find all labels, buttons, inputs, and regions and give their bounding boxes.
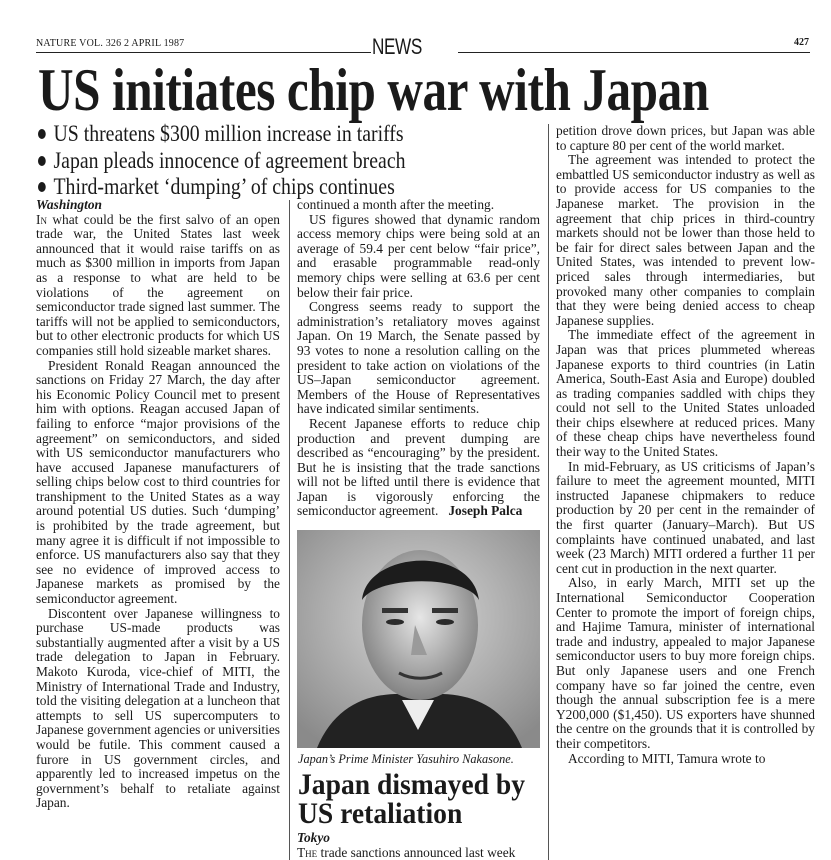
column-2 [297, 198, 540, 519]
bullet-item: Japan pleads innocence of agreement breach [38, 148, 406, 175]
paragraph: Congress seems ready to support the administration’s retaliatory moves against Japan. On 19 March, the Senate passed by 93 votes to none a resolution calling on the president to take action on violations of the US–Japan semiconductor agreement. Members of the House of Representatives have indicated similar sentiments. [297, 299, 540, 417]
header-rule-left [36, 52, 371, 53]
paragraph: President Ronald Reagan announced the sanctions on Friday 27 March, the day after his Economic Policy Council met to present him with options. Reagan accused Japan of failing to enforce “major provisions of the agreement” on semiconductors, and sided with US semiconductor manufacturers who have accused Japanese manufacturers of selling chips below cost to third countries for transhipment to the United States as a way around potential US duties. Such ‘dumping’ is prohibited by the trade agreement, but many agree it is difficult if not impossible to enforce. US manufacturers also say that they see no evidence of improved access to Japanese markets as promised by the semiconductor agreement. [36, 357, 280, 607]
paragraph: Also, in early March, MITI set up the International Semiconductor Cooperation Center to promote the import of foreign chips, and Hajime Tamura, minister of international trade and industry, appealed to major Japanese semiconductor users to buy more foreign chips. But only Japanese users and one French company have so far joined the centre, even though the annual subscription fee is a mere Y200,000 ($1,450). US exporters have shunned the centre on the grounds that it is controlled by their competitors. [556, 575, 815, 751]
dateline: Washington [36, 197, 102, 212]
summary-bullets [38, 121, 465, 201]
paragraph: In mid-February, as US criticisms of Japan’s failure to meet the agreement mounted, MITI instructed Japanese chipmakers to reduce production by 20 per cent in the remainder of the first quarter (January–March). But US complaints have continued unabated, and last week (23 March) MITI ordered a further 11 per cent cut in production in the next quarter. [556, 458, 815, 576]
paragraph: In what could be the first salvo of an open trade war, the United States last week announced that it would raise tariffs on as much as $300 million in imports from Japan as a response to what are held to be violations of the agreement on semiconductor trade signed last summer. The tariffs will not be applied to semiconductors, but to other electronic products for which US companies still hold sizeable market shares. [36, 211, 280, 358]
running-head: NATURE VOL. 326 2 APRIL 1987 [36, 38, 185, 49]
second-headline: Japan dismayed by US retaliation [298, 768, 526, 830]
paragraph: The trade sanctions announced last week [297, 844, 516, 860]
paragraph: The immediate effect of the agreement in Japan was that prices plummeted whereas Japanese exports to third countries (in Latin America, South-East Asia and Europe) doubled as trading companies saddled with chips they could not sell to the United States unloaded their chips elsewhere at reduced prices. Many of these cheap chips have nevertheless found their way to the United States. [556, 327, 815, 460]
second-story-start [297, 831, 540, 860]
paragraph: continued a month after the meeting. [297, 197, 495, 212]
paragraph: According to MITI, Tamura wrote to [568, 750, 766, 766]
paragraph: petition drove down prices, but Japan was able to capture 80 per cent of the world market. [556, 123, 815, 153]
photo-caption: Japan’s Prime Minister Yasuhiro Nakasone. [298, 752, 514, 766]
dateline: Tokyo [297, 830, 330, 845]
bullet-icon [38, 182, 46, 192]
bullet-item: US threatens $300 million increase in tariffs [38, 121, 406, 148]
paragraph: Discontent over Japanese willingness to purchase US-made products was substantially augmented after a visit by a US trade delegation to Japan in February. Makoto Kuroda, vice-chief of MITI, the Ministry of International Trade and Industry, told the visiting delegation at a luncheon that attempts to sell US supercomputers to Japanese government agencies or universities would be futile. This comment caused a furore in US government circles, and apparently led to increased impetus on the government’s behalf to retaliate against Japan. [36, 605, 280, 811]
page-number: 427 [794, 37, 809, 48]
column-rule [548, 124, 549, 860]
bullet-icon [38, 156, 46, 166]
column-rule [289, 200, 290, 860]
column-3 [556, 124, 815, 766]
portrait-photo [297, 530, 540, 748]
paragraph: Recent Japanese efforts to reduce chip production and prevent dumping are described as “encouraging” by the president. But he is insisting that the trade sanctions will not be lifted until there is evidence that Japan is vigorously enforcing the semiconductor agreement. Joseph Palca [297, 415, 540, 519]
header-rule-right [458, 52, 810, 53]
column-1 [36, 198, 280, 811]
paragraph: The agreement was intended to protect the embattled US semiconductor industry as well as to provide access for US companies to the Japanese market. The provision in the agreement that chip prices in third-country markets should not be lower than those held to be fair for direct sales between Japan and the United States, was intended to prevent low-priced sales through intermediaries, but provoked many other companies to complain that they were being denied access to cheap Japanese supplies. [556, 152, 815, 328]
main-headline: US initiates chip war with Japan [38, 57, 709, 123]
bullet-item: Third-market ‘dumping’ of chips continues [38, 174, 406, 201]
byline: Joseph Palca [448, 503, 523, 519]
section-label: NEWS [372, 34, 422, 59]
paragraph: US figures showed that dynamic random access memory chips were being sold at an average of 59.4 per cent below “fair price”, and erasable programmable read-only memory chips were selling at 63.6 per cent below their fair price. [297, 211, 540, 300]
bullet-icon [38, 129, 46, 139]
